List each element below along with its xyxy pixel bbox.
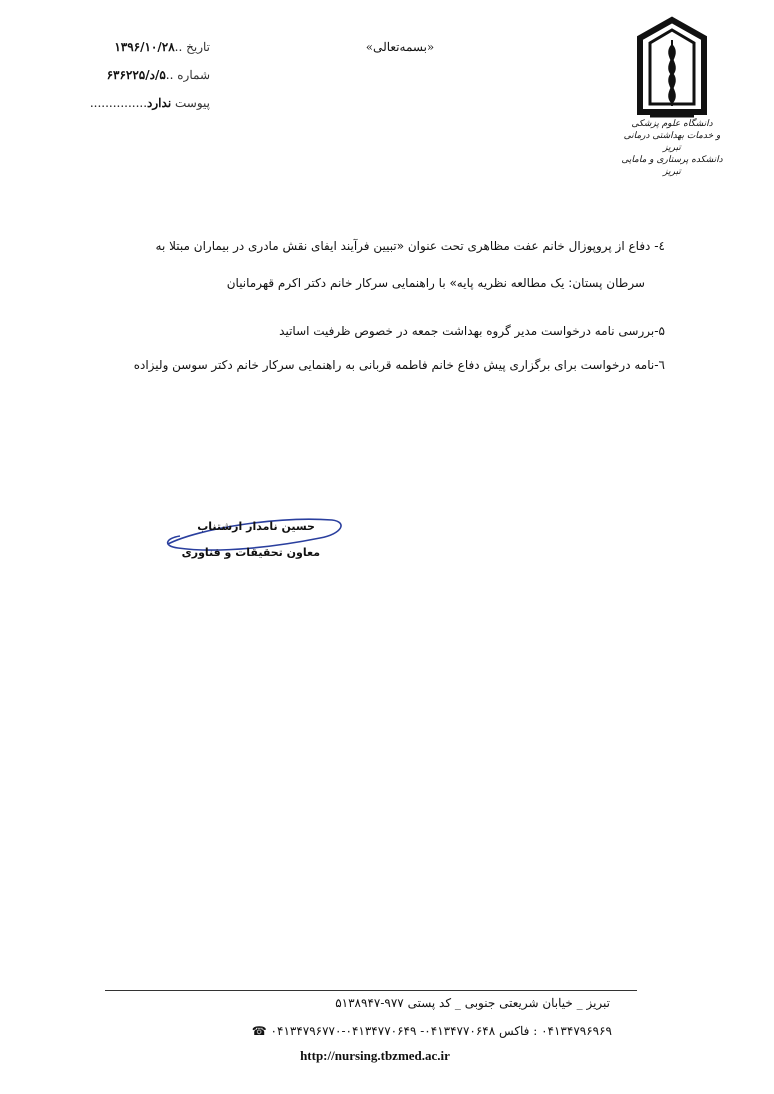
agenda-item-4-line-1: ٤- دفاع از پروپوزال خانم عفت مظاهری تحت عنوان «تبیین فرآیند ایفای نقش مادری در بیماران مبتلا به xyxy=(155,239,665,253)
number-value: ۵/د/۶۳۶۲۲۵ xyxy=(106,68,166,82)
agenda-item-6: ٦-نامه درخواست برای برگزاری پیش دفاع خانم فاطمه قربانی به راهنمایی سرکار خانم دکتر سوسن ولیزاده xyxy=(133,358,665,372)
footer-divider xyxy=(105,990,637,991)
logo-text-line: و خدمات بهداشتی درمانی تبریز xyxy=(623,131,721,153)
attachment-label: پیوست xyxy=(175,96,210,110)
letter-attachment: پیوست ندارد............... xyxy=(89,96,210,110)
university-emblem-icon xyxy=(636,16,708,128)
bismillah-heading: «بسمه‌تعالی» xyxy=(365,40,435,54)
footer-phones xyxy=(120,1024,612,1038)
agenda-item-5: ۵-بررسی نامه درخواست مدیر گروه بهداشت جمعه در خصوص ظرفیت اساتید xyxy=(279,324,665,338)
letter-number: شماره ..۵/د/۶۳۶۲۲۵ xyxy=(106,68,210,82)
footer-address: تبریز _ خیابان شریعتی جنوبی _ کد پستی ۹۷۷-۵۱۳۸۹۴۷ xyxy=(335,996,610,1010)
number-label: شماره xyxy=(177,68,210,82)
letter-date: تاریخ ..۱۳۹۶/۱۰/۲۸ xyxy=(114,40,210,54)
logo-text-line: دانشکده پرستاری و مامایی تبریز xyxy=(621,155,723,177)
date-value: ۱۳۹۶/۱۰/۲۸ xyxy=(114,40,175,54)
agenda-item-4-line-2: سرطان پستان: یک مطالعه نظریه پایه» با راهنمایی سرکار خانم دکتر اکرم قهرمانیان xyxy=(226,276,645,290)
date-label: تاریخ xyxy=(186,40,210,54)
telephone-icon: ☎ xyxy=(251,1024,267,1038)
logo-text-line: دانشگاه علوم پزشکی xyxy=(631,119,713,129)
footer-phone-numbers: ۰۴۱۳۴۷۹۶۹۶۹ : فاکس ۰۴۱۳۴۷۷۰۶۴۸- ۰۴۱۳۴۷۷۰۶۴۹-۰۴۱۳۴۷۹۶۷۷۰ xyxy=(270,1024,612,1038)
signatory-name: حسین نامدار ارشتناب xyxy=(197,520,315,533)
university-name xyxy=(616,118,728,178)
footer-website-url: http://nursing.tbzmed.ac.ir xyxy=(300,1048,450,1063)
signatory-title: معاون تحقیقات و فناوری xyxy=(181,546,320,559)
attachment-value: ندارد xyxy=(147,96,172,110)
